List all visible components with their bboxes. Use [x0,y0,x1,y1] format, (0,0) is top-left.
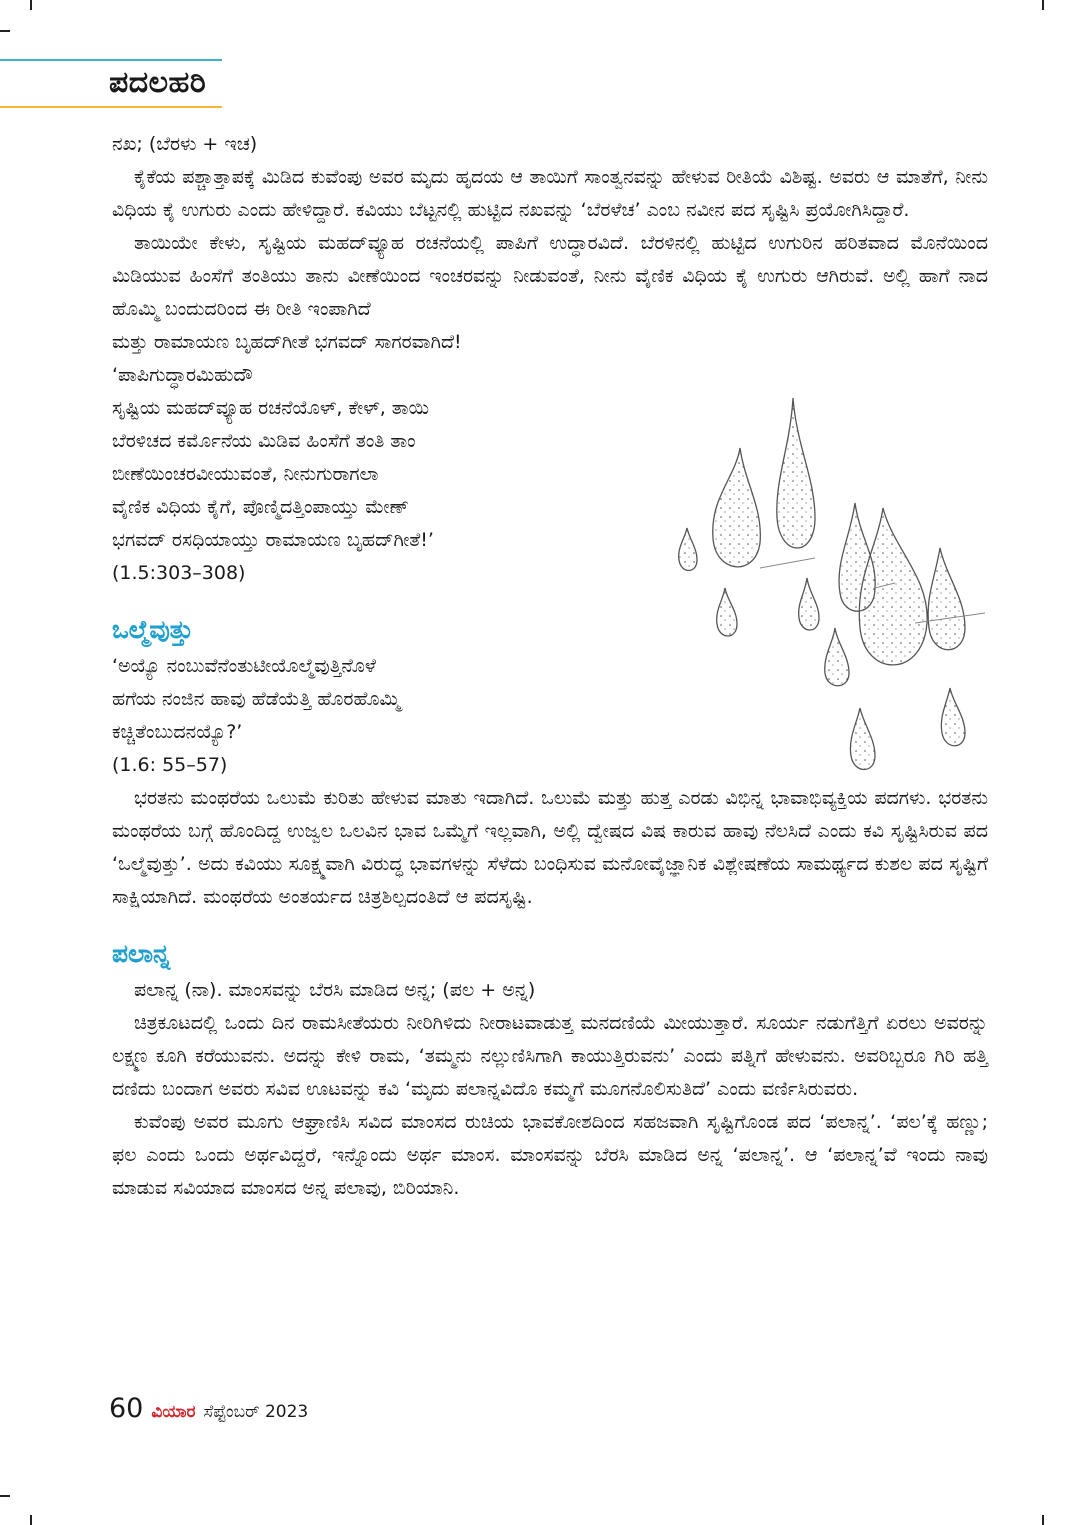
verse-line: ಬೆರಳಿಚದ ಕರ್ಮೊನೆಯ ಮಿಡಿವ ಹಿಂಸೆಗೆ ತಂತಿ ತಾಂ [112,430,416,452]
drop-sketch-illustration [665,388,995,788]
crop-mark [0,1495,10,1497]
palanna-paragraph-1: ಚಿತ್ರಕೂಟದಲ್ಲಿ ಒಂದು ದಿನ ರಾಮಸೀತೆಯರು ನೀರಿಗಿಳಿದು ನೀರಾಟವಾಡುತ್ತ ಮನದಣಿಯೆ ಮೀಯುತ್ತಾರೆ. ಸೂರ್ಯ ನಡುಗೆತ್ತಿಗೆ ಏರಲು ಅವರನ್ನು ಲಕ್ಷ್ಮಣ ಕೂಗಿ ಕರೆಯುವನು. ಅದನ್ನು ಕೇಳಿ ರಾಮ, ‘ತಮ್ಮನು ನಲ್ಲುಣಿಸಿಗಾಗಿ ಕಾಯುತ್ತಿರುವನು’ ಎಂದು ಪತ್ನಿಗೆ ಹೇಳುವನು. ಅವರಿಬ್ಬರೂ ಗಿರಿ ಹತ್ತಿ ದಣಿದು ಬಂದಾಗ ಅವರು ಸವಿವ ಊಟವನ್ನು ಕವಿ ‘ಮೃದು ಪಲಾನ್ನವಿದೊ ಕಮ್ಮಗೆ ಮೂಗನೊಲಿಸುತಿದೆ’ ಎಂದು ವರ್ಣಿಸಿರುವರು. [112,1012,988,1100]
crop-mark [1042,1515,1044,1525]
verse-reference: (1.6: 55–57) [112,754,228,776]
intro-paragraph-2: ತಾಯಿಯೇ ಕೇಳು, ಸೃಷ್ಟಿಯ ಮಹದ್‌ವ್ಯೂಹ ರಚನೆಯಲ್ಲಿ ಪಾಪಿಗೆ ಉದ್ಧಾರವಿದೆ. ಬೆರಳಿನಲ್ಲಿ ಹುಟ್ಟಿದ ಉಗುರಿನ ಹರಿತವಾದ ಮೊನೆಯಿಂದ ಮಿಡಿಯುವ ಹಿಂಸೆಗೆ ತಂತಿಯು ತಾನು ವೀಣೆಯಿಂದ ಇಂಚರವನ್ನು ನೀಡುವಂತೆ, ನೀನು ವೈಣಿಕ ವಿಧಿಯ ಕೈ ಉಗುರು ಆಗಿರುವೆ. ಅಲ್ಲಿ ಹಾಗೆ ನಾದ ಹೊಮ್ಮಿ ಬಂದುದರಿಂದ ಈ ರೀತಿ ಇಂಪಾಗಿದೆ [112,232,988,320]
verse-reference: (1.5:303–308) [112,562,246,584]
verse-line: ಭಗವದ್ ರಸಧಿಯಾಯ್ತು ರಾಮಾಯಣ ಬೃಹದ್‌ಗೀತೆ!’ [112,529,434,551]
verse-line: ಸೃಷ್ಟಿಯ ಮಹದ್‌ವ್ಯೂಹ ರಚನೆಯೊಳ್, ಕೇಳ್, ತಾಯಿ [112,397,429,419]
verse-line: ಬೀಣೆಯಿಂಚರವೀಯುವಂತೆ, ನೀನುಗುರಾಗಲಾ [112,463,379,485]
crop-mark [30,1515,32,1525]
magazine-logo: ವಿಯಾರ [151,1402,196,1422]
intro-paragraph-3: ಮತ್ತು ರಾಮಾಯಣ ಬೃಹದ್‌ಗೀತೆ ಭಗವದ್ ಸಾಗರವಾಗಿದೆ! [112,331,462,353]
palanna-definition: ಪಲಾನ್ನ (ನಾ). ಮಾಂಸವನ್ನು ಬೆರಸಿ ಮಾಡಿದ ಅನ್ನ; (ಪಲ + ಅನ್ನ) [134,979,536,1001]
verse-line: ಹಗೆಯ ನಂಜಿನ ಹಾವು ಹೆಡೆಯೆತ್ತಿ ಹೊರಹೊಮ್ಮಿ [112,688,401,710]
page-footer [109,1393,308,1433]
intro-paragraph-1: ಕೈಕೆಯ ಪಶ್ಚಾತ್ತಾಪಕ್ಕೆ ಮಿಡಿದ ಕುವೆಂಪು ಅವರ ಮೃದು ಹೃದಯ ಆ ತಾಯಿಗೆ ಸಾಂತ್ವನವನ್ನು ಹೇಳುವ ರೀತಿಯೆ ವಿಶಿಷ್ಟ. ಅವರು ಆ ಮಾತೆಗೆ, ನೀನು ವಿಧಿಯ ಕೈ ಉಗುರು ಎಂದು ಹೇಳಿದ್ದಾರೆ. ಕವಿಯು ಬೆಟ್ಟನಲ್ಲಿ ಹುಟ್ಟಿದ ನಖವನ್ನು ‘ಬೆರಳೆಚ’ ಎಂಬ ನವೀನ ಪದ ಸೃಷ್ಟಿಸಿ ಪ್ರಯೋಗಿಸಿದ್ದಾರೆ. [112,166,988,221]
crop-mark [0,30,10,32]
ollemvuttu-paragraph: ಭರತನು ಮಂಥರೆಯ ಒಲುಮೆ ಕುರಿತು ಹೇಳುವ ಮಾತು ಇದಾಗಿದೆ. ಒಲುಮೆ ಮತ್ತು ಹುತ್ತ ಎರಡು ವಿಭಿನ್ನ ಭಾವಾಭಿವ್ಯಕ್ತಿಯ ಪದಗಳು. ಭರತನು ಮಂಥರೆಯ ಬಗ್ಗೆ ಹೊಂದಿದ್ದ ಉಜ್ವಲ ಒಲವಿನ ಭಾವ ಒಮ್ಮೆಗೆ ಇಲ್ಲವಾಗಿ, ಅಲ್ಲಿ ದ್ವೇಷದ ವಿಷ ಕಾರುವ ಹಾವು ನೆಲಸಿದೆ ಎಂದು ಕವಿ ಸೃಷ್ಟಿಸಿರುವ ಪದ ‘ಒಲ್ಮೆವುತ್ತು’. ಅದು ಕವಿಯು ಸೂಕ್ಷ್ಮವಾಗಿ ವಿರುದ್ಧ ಭಾವಗಳನ್ನು ಸೆಳೆದು ಬಂಧಿಸುವ ಮನೋವೈಜ್ಞಾನಿಕ ವಿಶ್ಲೇಷಣೆಯ ಸಾಮರ್ಥ್ಯದ ಕುಶಲ ಪದ ಸೃಷ್ಟಿಗೆ ಸಾಕ್ಷಿಯಾಗಿದೆ. ಮಂಥರೆಯ ಅಂತರ್ಯದ ಚಿತ್ರಶಿಲ್ಪದಂತಿದೆ ಆ ಪದಸೃಷ್ಟಿ. [112,787,988,908]
header-rule-bottom [0,106,222,108]
crop-mark [30,0,32,10]
verse-block-2 [112,650,592,782]
crop-mark [1042,0,1044,10]
verse-line: ಕಚ್ಚಿತೆಂಬುದನಯ್ಯೊ?’ [112,721,243,743]
header-rule-top [0,59,222,61]
page-title: ಪದಲಹರಿ [109,65,207,100]
verse-block-1 [112,359,592,590]
verse-line: ‘ಅಯ್ಯೊ ನಂಬುವೆನೆಂತುಟೀಯೊಲ್ಮೆವುತ್ತಿನೊಳೆ [112,655,376,677]
page-number: 60 [109,1393,144,1424]
verse-line: ವೈಣಿಕ ವಿಧಿಯ ಕೈಗೆ, ಪೊಣ್ಮಿದತ್ತಿಂಪಾಯ್ತು ಮೇಣ್ [112,496,409,518]
palanna-paragraph-2: ಕುವೆಂಪು ಅವರ ಮೂಗು ಆಘ್ರಾಣಿಸಿ ಸವಿದ ಮಾಂಸದ ರುಚಿಯ ಭಾವಕೋಶದಿಂದ ಸಹಜವಾಗಿ ಸೃಷ್ಟಿಗೊಂಡ ಪದ ‘ಪಲಾನ್ನ’. ‘ಪಲ’ಕ್ಕೆ ಹಣ್ಣು; ಫಲ ಎಂದು ಒಂದು ಅರ್ಥವಿದ್ದರೆ, ಇನ್ನೊಂದು ಅರ್ಥ ಮಾಂಸ. ಮಾಂಸವನ್ನು ಬೆರಸಿ ಮಾಡಿದ ಅನ್ನ ‘ಪಲಾನ್ನ’. ಆ ‘ಪಲಾನ್ನ’ವೆ ಇಂದು ನಾವು ಮಾಡುವ ಸವಿಯಾದ ಮಾಂಸದ ಅನ್ನ ಪಲಾವು, ಬಿರಿಯಾನಿ. [112,1111,988,1199]
section-heading-palanna: ಪಲಾನ್ನ [112,939,171,968]
section-heading-ollemvuttu: ಒಲ್ಮೆವುತ್ತು [112,615,194,644]
etymology-line: ನಖ; (ಬೆರಳು + ಇಚ) [112,133,258,155]
verse-line: ‘ಪಾಪಿಗುದ್ಧಾರಮಿಹುದೌ [112,364,253,386]
issue-date: ಸೆಪ್ಟೆಂಬರ್ 2023 [203,1402,309,1422]
